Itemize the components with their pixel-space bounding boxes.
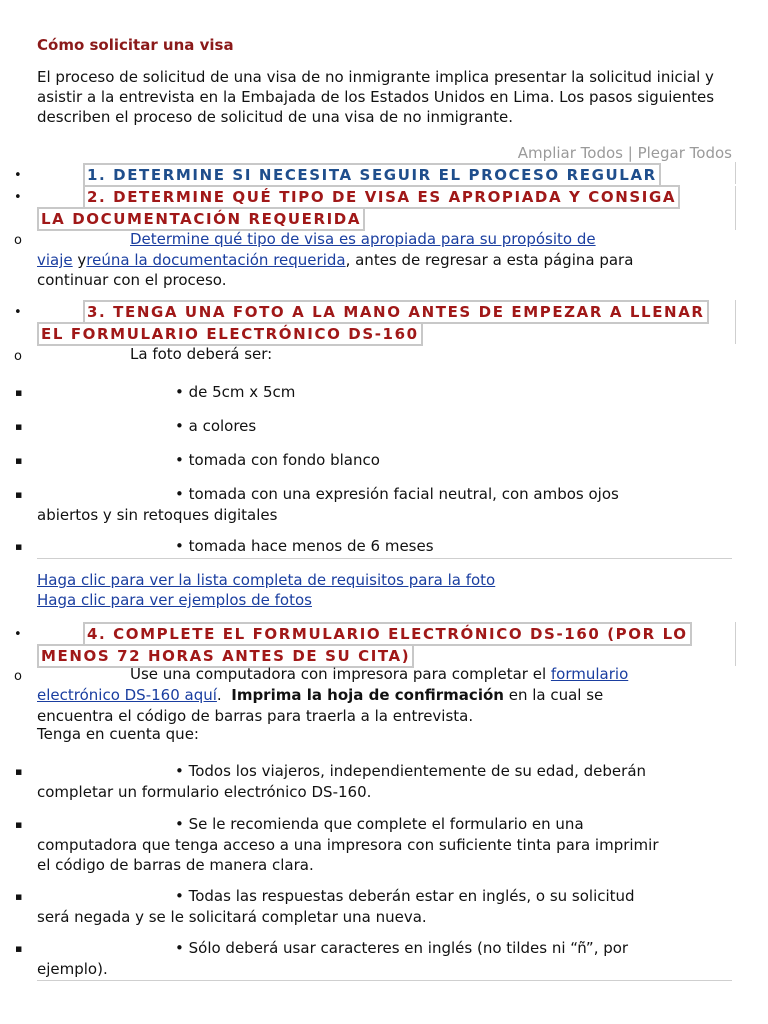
step4-text-line3: encuentra el código de barras para traerla a la entrevista. — [37, 707, 474, 725]
step4-text-c: en la cual se — [503, 686, 604, 704]
documentation-link[interactable]: reúna la documentación requerida — [86, 251, 346, 269]
step3-header-line2[interactable]: EL FORMULARIO ELECTRÓNICO DS-160 — [37, 322, 423, 346]
square-bullet-icon: ▪ — [15, 488, 23, 501]
form-note-item-cont: computadora que tenga acceso a una impresora con suficiente tinta para imprimir — [37, 836, 659, 854]
expand-collapse-controls — [518, 144, 732, 162]
page-title: Cómo solicitar una visa — [37, 36, 234, 54]
step4-note: Tenga en cuenta que: — [37, 725, 199, 743]
step2-text-y: y — [72, 251, 87, 269]
print-confirmation-bold: Imprima la hoja de confirmación — [231, 686, 504, 704]
step1-header[interactable]: 1. DETERMINE SI NECESITA SEGUIR EL PROCESO REGULAR — [83, 163, 661, 187]
photo-req-item: • a colores — [175, 417, 257, 435]
form-note-item: • Se le recomienda que complete el formulario en una — [175, 815, 584, 833]
collapse-all-link[interactable]: Plegar Todos — [637, 144, 732, 162]
photo-intro: La foto deberá ser: — [130, 345, 273, 363]
photo-req-item: • tomada hace menos de 6 meses — [175, 537, 434, 555]
visa-type-link-end[interactable]: viaje — [37, 251, 73, 269]
divider — [37, 558, 732, 559]
step4-text-b: . — [216, 686, 222, 704]
step2-text-after: , antes de regresar a esta página para — [345, 251, 634, 269]
photo-requirements-link[interactable]: Haga clic para ver la lista completa de requisitos para la foto — [37, 571, 496, 589]
separator: | — [627, 144, 633, 162]
form-note-item: • Sólo deberá usar caracteres en inglés (no tildes ni “ñ”, por — [175, 939, 629, 957]
bullet-icon: • — [14, 305, 22, 320]
visa-type-link-text[interactable]: Determine qué tipo de visa es apropiada para su propósito de — [130, 230, 596, 248]
bullet-icon: • — [14, 190, 22, 205]
divider — [735, 186, 736, 230]
bullet-icon: • — [14, 168, 22, 183]
square-bullet-icon: ▪ — [15, 386, 23, 399]
square-bullet-icon: ▪ — [15, 765, 23, 778]
expand-all-link[interactable]: Ampliar Todos — [517, 144, 623, 162]
square-bullet-icon: ▪ — [15, 540, 23, 553]
form-note-item-cont: ejemplo). — [37, 960, 108, 978]
step4-text-a: Use una computadora con impresora para completar el — [130, 665, 547, 683]
square-bullet-icon: ▪ — [15, 420, 23, 433]
form-note-item-cont: será negada y se le solicitará completar una nueva. — [37, 908, 427, 926]
step4-text-line2 — [37, 685, 603, 706]
step4-text-line1 — [130, 664, 628, 685]
step2-header-line1[interactable]: 2. DETERMINE QUÉ TIPO DE VISA ES APROPIADA Y CONSIGA — [83, 185, 680, 209]
circle-bullet-icon: o — [14, 233, 22, 248]
bullet-icon: • — [14, 627, 22, 642]
form-note-item-cont: completar un formulario electrónico DS-160. — [37, 783, 372, 801]
square-bullet-icon: ▪ — [15, 818, 23, 831]
photo-req-item: • de 5cm x 5cm — [175, 383, 296, 401]
form-note-item: • Todas las respuestas deberán estar en inglés, o su solicitud — [175, 887, 635, 905]
form-note-item: • Todos los viajeros, independientemente de su edad, deberán — [175, 762, 647, 780]
circle-bullet-icon: o — [14, 669, 22, 684]
step2-header-line2[interactable]: LA DOCUMENTACIÓN REQUERIDA — [37, 207, 365, 231]
photo-req-item-cont: abiertos y sin retoques digitales — [37, 506, 278, 524]
intro-paragraph: El proceso de solicitud de una visa de no inmigrante implica presentar la solicitud inicial y asistir a la entrevista en la Embajada de los Estados Unidos en Lima. Los pasos siguientes describen el proceso de solicitud de una visa de no inmigrante. — [37, 68, 715, 126]
step3-header-line1[interactable]: 3. TENGA UNA FOTO A LA MANO ANTES DE EMPEZAR A LLENAR — [83, 300, 709, 324]
ds160-form-link-end[interactable]: electrónico DS-160 aquí — [37, 686, 217, 704]
photo-req-item: • tomada con fondo blanco — [175, 451, 380, 469]
divider — [735, 300, 736, 344]
square-bullet-icon: ▪ — [15, 890, 23, 903]
divider — [735, 622, 736, 666]
step4-header-line1[interactable]: 4. COMPLETE EL FORMULARIO ELECTRÓNICO DS-160 (POR LO — [83, 622, 692, 646]
step4-header-line2[interactable]: MENOS 72 HORAS ANTES DE SU CITA) — [37, 644, 414, 668]
photo-examples-link[interactable]: Haga clic para ver ejemplos de fotos — [37, 591, 312, 609]
step2-text-line3: continuar con el proceso. — [37, 271, 227, 289]
form-note-item-cont: el código de barras de manera clara. — [37, 856, 314, 874]
step2-text-line2 — [37, 250, 633, 271]
photo-req-item: • tomada con una expresión facial neutral, con ambos ojos — [175, 485, 619, 503]
square-bullet-icon: ▪ — [15, 454, 23, 467]
visa-type-link[interactable] — [130, 229, 596, 250]
divider — [37, 980, 732, 981]
divider — [735, 162, 736, 184]
ds160-form-link[interactable]: formulario — [550, 665, 629, 683]
circle-bullet-icon: o — [14, 349, 22, 364]
square-bullet-icon: ▪ — [15, 942, 23, 955]
